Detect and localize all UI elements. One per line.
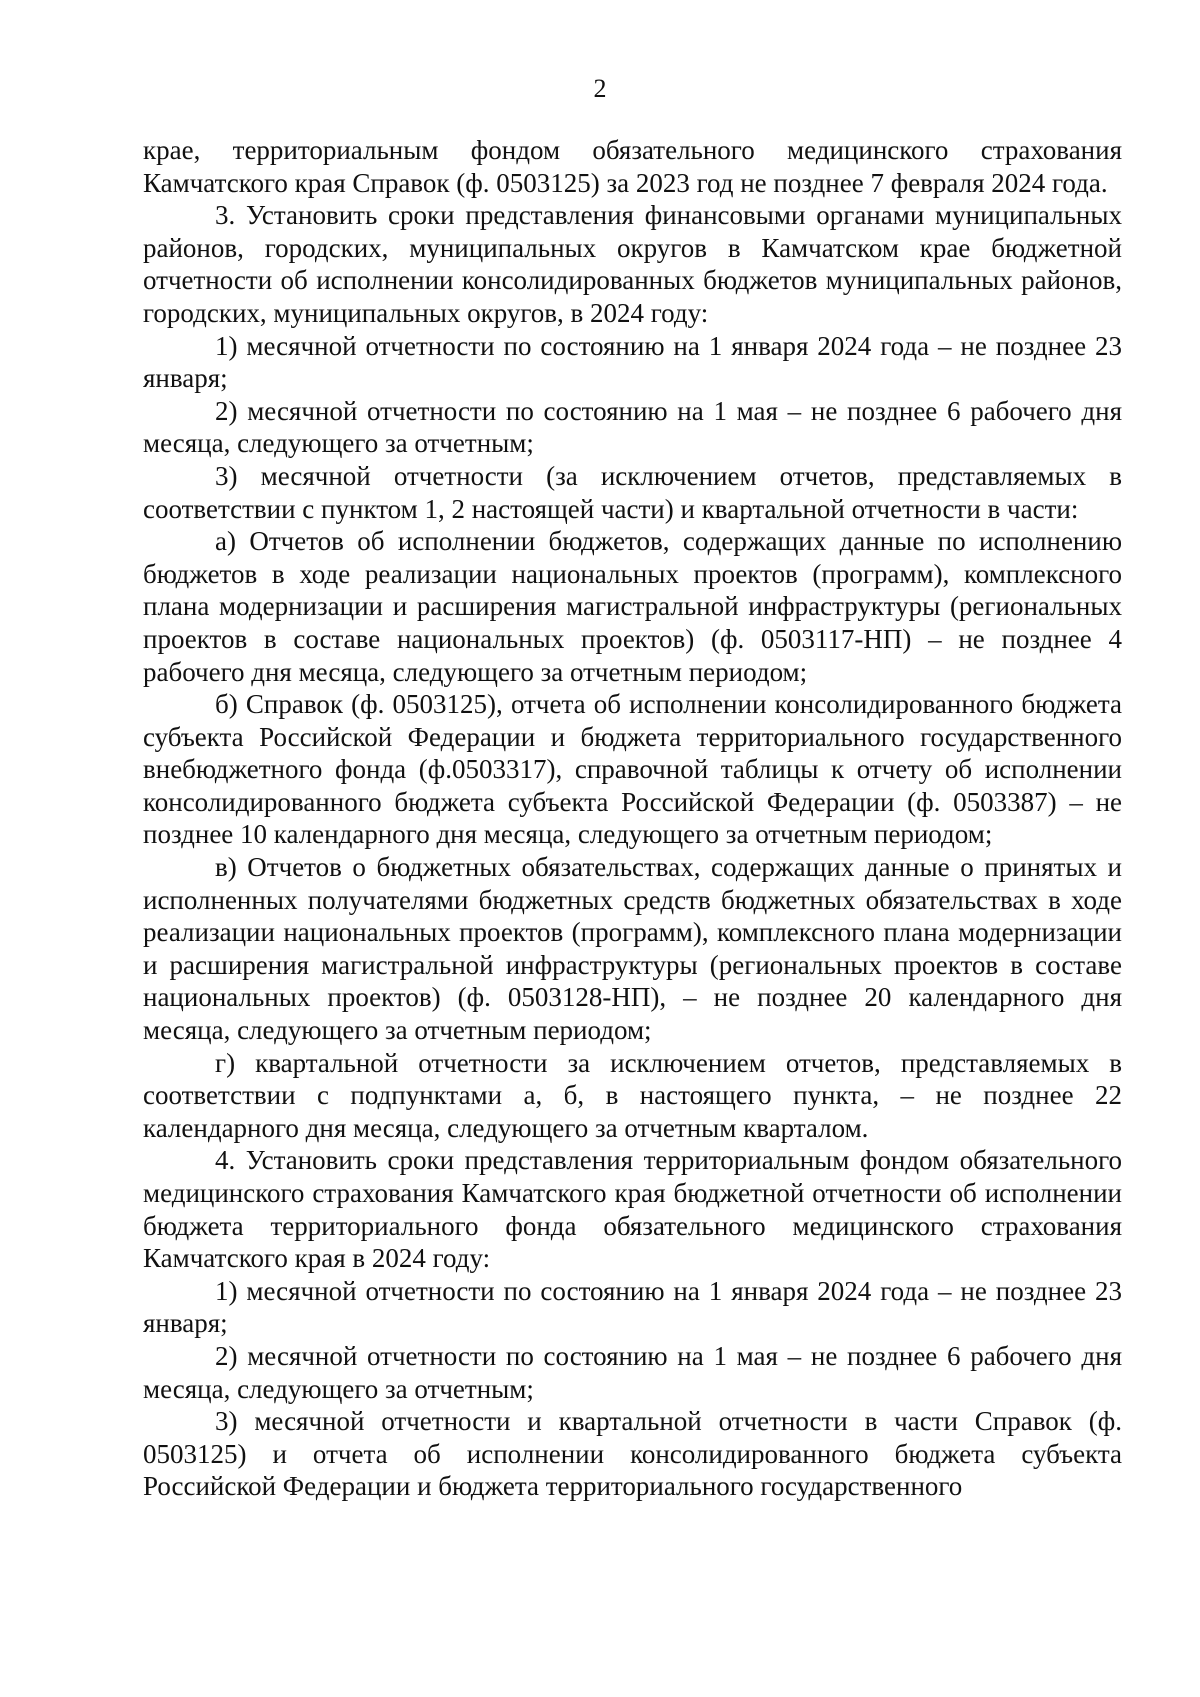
body-text	[143, 134, 1122, 1503]
paragraph-subitem-v: в) Отчетов о бюджетных обязательствах, содержащих данные о принятых и исполненных получателями бюджетных средств бюджетных обязательствах в ходе реализации национальных проектов (программ), комплексного плана модернизации и расширения магистральной инфраструктуры (региональных проектов в составе национальных проектов) (ф. 0503128-НП), – не позднее 20 календарного дня месяца, следующего за отчетным периодом;	[143, 852, 1122, 1046]
paragraph-subitem-b: б) Справок (ф. 0503125), отчета об исполнении консолидированного бюджета субъекта Российской Федерации и бюджета территориального государственного внебюджетного фонда (ф.0503317), справочной таблицы к отчету об исполнении консолидированного бюджета субъекта Российской Федерации (ф. 0503387) – не позднее 10 календарного дня месяца, следующего за отчетным периодом;	[143, 689, 1122, 850]
paragraph-item-3: 3. Установить сроки представления финансовыми органами муниципальных районов, городских, муниципальных округов в Камчатском крае бюджетной отчетности об исполнении консолидированных бюджетов муниципальных районов, городских, муниципальных округов, в 2024 году:	[143, 200, 1122, 328]
paragraph-item-3-2: 2) месячной отчетности по состоянию на 1 мая – не позднее 6 рабочего дня месяца, следующего за отчетным;	[143, 395, 1122, 459]
paragraph-item-4-2: 2) месячной отчетности по состоянию на 1 мая – не позднее 6 рабочего дня месяца, следующего за отчетным;	[143, 1340, 1122, 1404]
paragraph-subitem-g: г) квартальной отчетности за исключением отчетов, представляемых в соответствии с подпунктами а, б, в настоящего пункта, – не позднее 22 календарного дня месяца, следующего за отчетным кварталом.	[143, 1047, 1122, 1143]
paragraph-continuation: крае, территориальным фондом обязательного медицинского страхования Камчатского края Справок (ф. 0503125) за 2023 год не позднее 7 февраля 2024 года.	[143, 135, 1122, 198]
paragraph-item-4-3: 3) месячной отчетности и квартальной отчетности в части Справок (ф. 0503125) и отчета об исполнении консолидированного бюджета субъекта Российской Федерации и бюджета территориального государственного	[143, 1406, 1122, 1502]
paragraph-subitem-a: а) Отчетов об исполнении бюджетов, содержащих данные по исполнению бюджетов в ходе реализации национальных проектов (программ), комплексного плана модернизации и расширения магистральной инфраструктуры (региональных проектов в составе национальных проектов) (ф. 0503117-НП) – не позднее 4 рабочего дня месяца, следующего за отчетным периодом;	[143, 526, 1122, 687]
paragraph-item-3-1: 1) месячной отчетности по состоянию на 1 января 2024 года – не позднее 23 января;	[143, 330, 1122, 394]
page-number: 2	[593, 74, 607, 103]
paragraph-item-3-3: 3) месячной отчетности (за исключением отчетов, представляемых в соответствии с пунктом 1, 2 настоящей части) и квартальной отчетности в части:	[143, 460, 1122, 524]
paragraph-item-4: 4. Установить сроки представления территориальным фондом обязательного медицинского страхования Камчатского края бюджетной отчетности об исполнении бюджета территориального фонда обязательного медицинского страхования Камчатского края в 2024 году:	[143, 1145, 1122, 1274]
paragraph-item-4-1: 1) месячной отчетности по состоянию на 1 января 2024 года – не позднее 23 января;	[143, 1275, 1122, 1339]
